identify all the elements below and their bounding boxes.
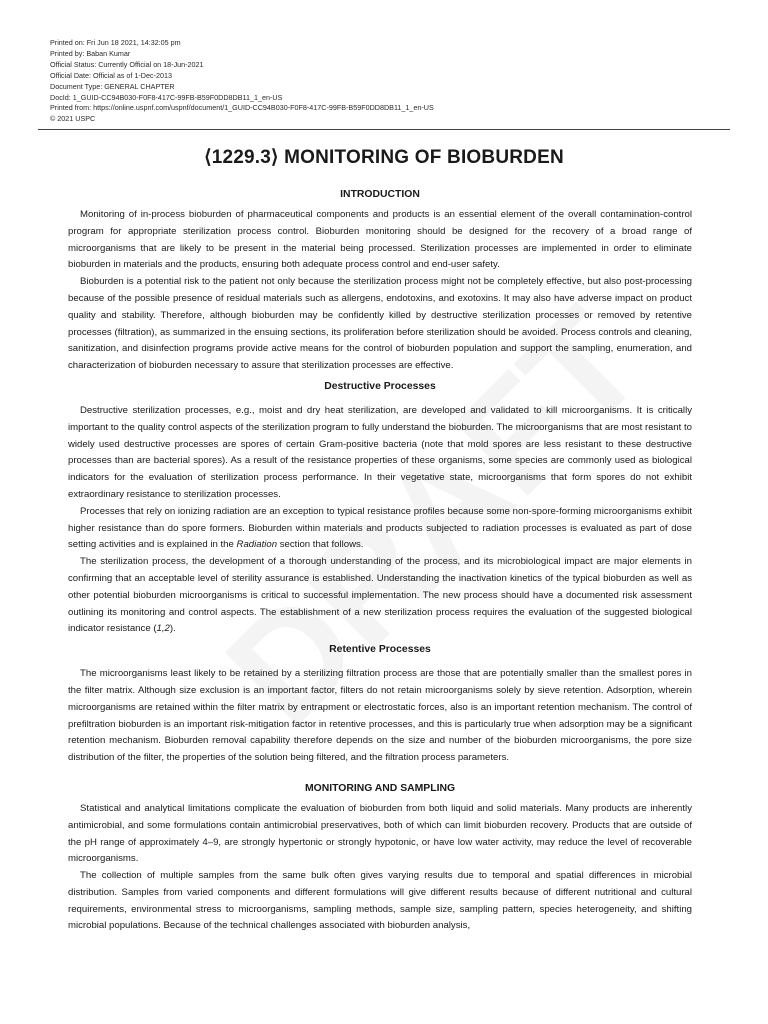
intro-paragraph-2: Bioburden is a potential risk to the patient not only because the sterilization process might not be completely effective, but also post-processing because of the possible presence of residual materials such as allergens, endotoxins, and exotoxins. It may also have adverse impact on product quality and stability. Therefore, although bioburden may be confidently killed by destructive sterilization processes or removed by retentive processes (filtration), as summarized in the ensuing sections, its proliferation before sterilization should be avoided. Process controls and cleaning, sanitization, and disinfection programs provide active means for the control of bioburden population and support the sampling, enumeration, and characterization of bioburden necessary to assure that sterilization processes are effective.: [68, 276, 692, 372]
official-date: Official Date: Official as of 1-Dec-2013: [50, 70, 172, 80]
monitoring-paragraph-1: Statistical and analytical limitations complicate the evaluation of bioburden from both liquid and solid materials. Many products are inherently antimicrobial, and some formulations contain antimicrobial preservatives, both of which can limit bioburden recovery. Products that are outside of the pH range of approximately 4–9, are strongly hypertonic or strongly hypotonic, or have low water activity, may reduce the level of recoverable microorganisms.: [68, 802, 692, 865]
printed-on: Printed on: Fri Jun 18 2021, 14:32:05 pm: [50, 38, 181, 47]
copyright: © 2021 USPC: [50, 114, 96, 124]
heading-destructive-processes: Destructive Processes: [324, 380, 436, 392]
printed-from-url: Printed from: https://online.uspnf.com/uspnf/document/1_GUID-CC94B030-F0F8-417C-99FB-B59F0DD8DB11_1_en-US: [50, 103, 434, 113]
destructive-paragraph-1: Destructive sterilization processes, e.g., moist and dry heat sterilization, are developed and validated to kill microorganisms. It is critically important to the quality control aspects of the sterilization program to fully understand the bioburden. The microorganisms that are most resistant to widely used destructive processes are spores of certain Gram-positive bacteria (note that mold spores are less resistant to these destructive processes than are bacterial spores). As a result of the resistance properties of these organisms, some species are commonly used as biological indicators for the evaluation of sterilization process performance. In their vegetative state, microorganisms that form spores do not exhibit extraordinary resistance to sterilization processes.: [68, 404, 692, 500]
heading-introduction: INTRODUCTION: [340, 189, 420, 200]
printed-by: Printed by: Baban Kumar: [50, 48, 131, 58]
document-type: Document Type: GENERAL CHAPTER: [50, 81, 175, 91]
print-header: [50, 38, 434, 125]
destructive-paragraph-3: The sterilization process, the development of a thorough understanding of the process, and its microbiological impact are major elements in confirming that an acceptable level of sterility assurance is established. Understanding the inactivation kinetics of the typical bioburden as well as other potential bioburden microorganisms is critical to successful implementation. The new process should have a documented risk assessment outlining its monitoring and control aspects. The establishment of a new sterilization process requires the evaluation of the suggested biological indicator resistance (1,2).: [68, 556, 692, 635]
page-title: ⟨1229.3⟩ MONITORING OF BIOBURDEN: [204, 147, 564, 168]
monitoring-paragraph-2: The collection of multiple samples from the same bulk often gives varying results due to temporal and spatial differences in microbial distribution. Samples from varied components and different formulations will give different results because of different nutritional and cultural requirements, environmental stress to microorganisms, sampling methods, sample size, sampling pattern, species heterogeneity, and shifting microbial populations. Because of the technical challenges associated with bioburden analysis,: [68, 870, 692, 932]
retentive-paragraph-1: The microorganisms least likely to be retained by a sterilizing filtration process are those that are potentially smaller than the smallest pores in the filter matrix. Although size exclusion is an important factor, filters do not retain microorganisms solely by sieve retention. Adsorption, wherein microorganisms are retained within the filter matrix by entrapment or electrostatic forces, also is an important retention mechanism. The control of prefiltration bioburden is an important risk-mitigation factor in retentive processes, and this is particularly true when adsorption may be a significant retention mechanism. Bioburden removal capability therefore depends on the size and number of the bioburden microorganisms, the pore size distribution of the filter, the properties of the solution being filtered, and the filtration process parameters.: [68, 668, 692, 764]
document-body: [68, 187, 692, 935]
heading-retentive-processes: Retentive Processes: [329, 644, 431, 656]
header-divider: [38, 129, 730, 130]
doc-id: DocId: 1_GUID-CC94B030-F0F8-417C-99FB-B59F0DD8DB11_1_en-US: [50, 92, 283, 102]
heading-monitoring-sampling: MONITORING AND SAMPLING: [304, 782, 456, 794]
intro-paragraph-1: Monitoring of in-process bioburden of pharmaceutical components and products is an essential element of the overall contamination-control program for appropriate sterilization process control. Bioburden monitoring should be designed for the recovery of a broad range of microorganisms that are likely to be present in the material being processed. Sterilization processes are implemented in order to eliminate bioburden in materials and the products, ensuring both adequate process control and end-user safety.: [68, 209, 692, 271]
official-status: Official Status: Currently Official on 18-Jun-2021: [50, 59, 204, 69]
destructive-paragraph-2: Processes that rely on ionizing radiation are an exception to typical resistance profiles because some non-spore-forming microorganisms exhibit higher resistance than do spore formers. Bioburden within materials and products subjected to radiation processes is evaluated as part of dose setting activities and is explained in the Radiation section that follows.: [68, 505, 692, 551]
